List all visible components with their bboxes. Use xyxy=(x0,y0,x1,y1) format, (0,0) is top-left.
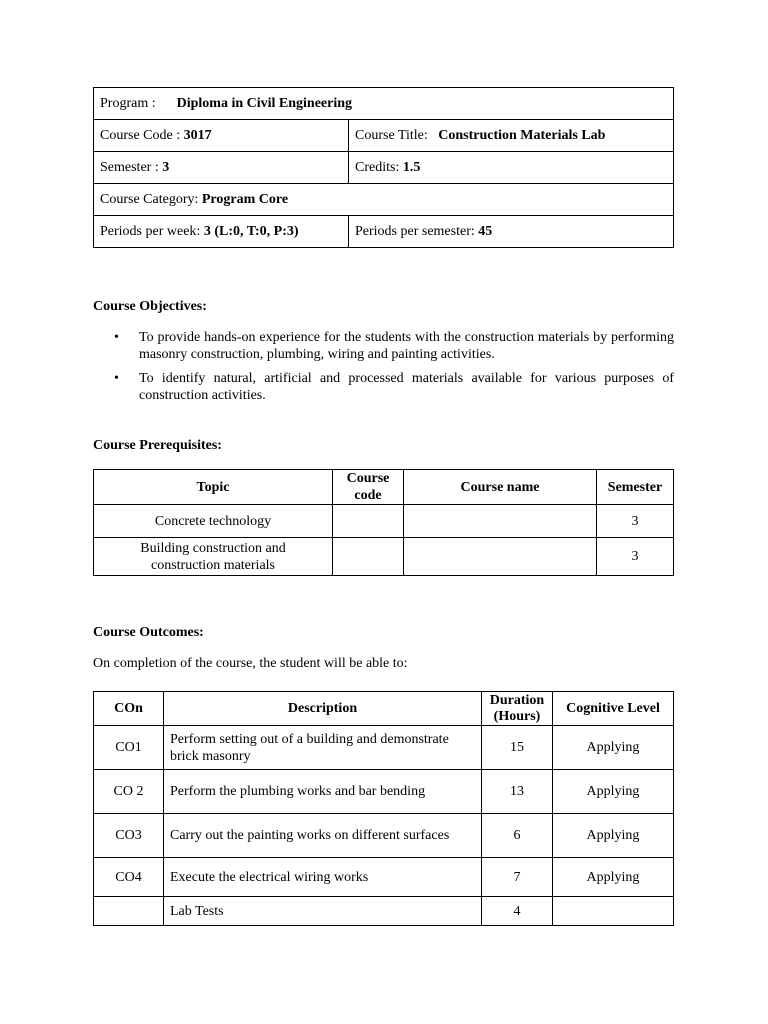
outcomes-heading: Course Outcomes: xyxy=(93,625,204,640)
duration-cell: 13 xyxy=(482,770,553,814)
duration-cell: 15 xyxy=(482,726,553,770)
credits-value: 1.5 xyxy=(402,159,421,175)
name-cell xyxy=(404,505,597,538)
table-row xyxy=(94,814,674,858)
course-title-value: Construction Materials Lab xyxy=(438,127,606,143)
level-cell: Applying xyxy=(553,770,674,814)
course-title-label: Course Title: xyxy=(355,127,428,143)
header-course-name: Course name xyxy=(404,470,597,505)
prerequisites-heading: Course Prerequisites: xyxy=(93,438,222,453)
description-cell: Lab Tests xyxy=(164,897,482,926)
credits-cell xyxy=(349,152,674,184)
header-description: Description xyxy=(164,692,482,726)
table-row xyxy=(94,897,674,926)
con-cell xyxy=(94,897,164,926)
level-cell: Applying xyxy=(553,814,674,858)
objectives-list xyxy=(93,329,674,411)
header-con: COn xyxy=(94,692,164,726)
course-info-table xyxy=(93,87,674,248)
table-row xyxy=(94,726,674,770)
con-cell: CO1 xyxy=(94,726,164,770)
periods-week-value: 3 (L:0, T:0, P:3) xyxy=(203,223,299,239)
bullet-icon: • xyxy=(114,330,119,345)
category-value: Program Core xyxy=(201,191,289,207)
header-course-code: Course code xyxy=(333,470,404,505)
objective-text: To identify natural, artificial and processed materials available for various purposes of construction activities. xyxy=(139,371,674,403)
bullet-icon: • xyxy=(114,371,119,386)
name-cell xyxy=(404,538,597,576)
semester-cell: 3 xyxy=(597,505,674,538)
code-cell xyxy=(333,505,404,538)
table-row xyxy=(94,858,674,897)
periods-semester-value: 45 xyxy=(478,223,493,239)
course-code-label: Course Code : xyxy=(100,127,181,143)
code-cell xyxy=(333,538,404,576)
table-row xyxy=(94,770,674,814)
periods-week-label: Periods per week: xyxy=(100,223,201,239)
semester-cell: 3 xyxy=(597,538,674,576)
semester-label: Semester : xyxy=(100,159,159,175)
description-cell: Perform the plumbing works and bar bending xyxy=(164,770,482,814)
course-code-value: 3017 xyxy=(183,127,212,143)
level-cell: Applying xyxy=(553,726,674,770)
category-label: Course Category: xyxy=(100,191,199,207)
header-cognitive-level: Cognitive Level xyxy=(553,692,674,726)
outcomes-intro: On completion of the course, the student will be able to: xyxy=(93,656,408,671)
periods-semester-cell xyxy=(349,216,674,248)
table-row xyxy=(94,505,674,538)
list-item xyxy=(93,370,674,404)
table-row xyxy=(94,538,674,576)
program-value: Diploma in Civil Engineering xyxy=(176,95,353,111)
periods-week-cell xyxy=(94,216,349,248)
table-header-row xyxy=(94,692,674,726)
credits-label: Credits: xyxy=(355,159,400,175)
level-cell xyxy=(553,897,674,926)
course-code-cell xyxy=(94,120,349,152)
category-cell xyxy=(94,184,674,216)
duration-cell: 4 xyxy=(482,897,553,926)
list-item xyxy=(93,329,674,363)
table-header-row xyxy=(94,470,674,505)
description-cell: Execute the electrical wiring works xyxy=(164,858,482,897)
program-cell xyxy=(94,88,674,120)
header-semester: Semester xyxy=(597,470,674,505)
prerequisites-table xyxy=(93,469,674,576)
duration-cell: 6 xyxy=(482,814,553,858)
course-title-cell xyxy=(349,120,674,152)
topic-cell: Building construction and construction materials xyxy=(94,538,333,576)
header-topic: Topic xyxy=(94,470,333,505)
periods-semester-label: Periods per semester: xyxy=(355,223,475,239)
duration-cell: 7 xyxy=(482,858,553,897)
description-cell: Carry out the painting works on different surfaces xyxy=(164,814,482,858)
semester-cell xyxy=(94,152,349,184)
objectives-heading: Course Objectives: xyxy=(93,299,207,314)
con-cell: CO4 xyxy=(94,858,164,897)
program-label: Program : xyxy=(100,95,156,111)
outcomes-table xyxy=(93,691,674,926)
level-cell: Applying xyxy=(553,858,674,897)
header-duration: Duration (Hours) xyxy=(482,692,553,726)
con-cell: CO3 xyxy=(94,814,164,858)
topic-cell: Concrete technology xyxy=(94,505,333,538)
description-cell: Perform setting out of a building and demonstrate brick masonry xyxy=(164,726,482,770)
objective-text: To provide hands-on experience for the students with the construction materials by performing masonry construction, plumbing, wiring and painting activities. xyxy=(139,330,674,362)
semester-value: 3 xyxy=(162,159,170,175)
con-cell: CO 2 xyxy=(94,770,164,814)
